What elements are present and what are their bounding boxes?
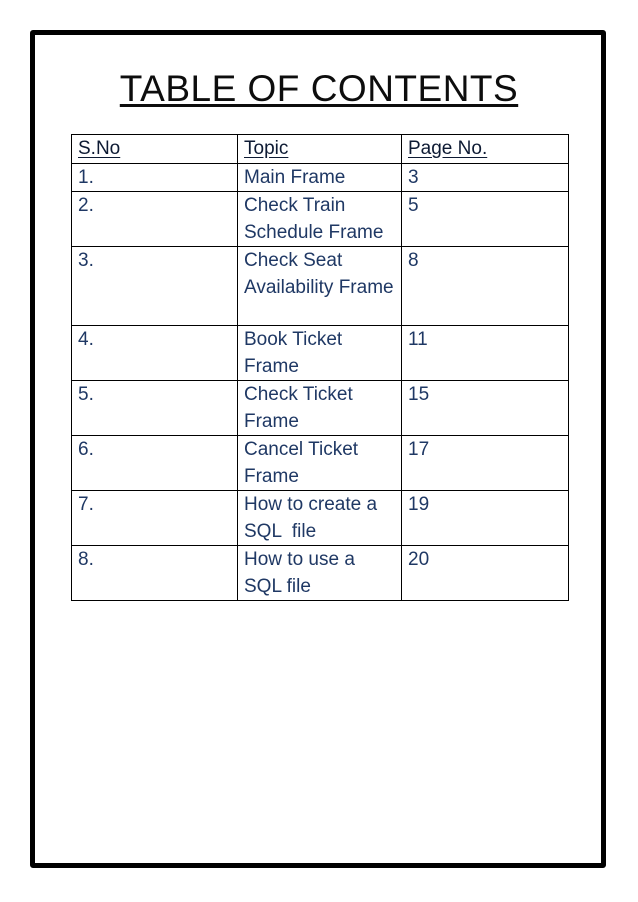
row-sno: 6.: [72, 436, 238, 491]
row-page: 5: [402, 192, 569, 247]
row-page: 17: [402, 436, 569, 491]
row-sno: 3.: [72, 247, 238, 326]
table-row: [72, 247, 569, 326]
contents-table: [71, 134, 569, 601]
row-sno: 8.: [72, 546, 238, 601]
row-sno: 2.: [72, 192, 238, 247]
table-row: [72, 326, 569, 381]
table-row: [72, 436, 569, 491]
row-page: 11: [402, 326, 569, 381]
table-row: [72, 491, 569, 546]
table-row: [72, 192, 569, 247]
row-topic: How to create a SQL file: [238, 491, 402, 546]
table-row: [72, 163, 569, 192]
row-page: 15: [402, 381, 569, 436]
row-page: 20: [402, 546, 569, 601]
header-page: Page No.: [402, 135, 569, 164]
row-topic: How to use a SQL file: [238, 546, 402, 601]
row-topic: Check Seat Availability Frame: [238, 247, 402, 326]
row-page: 19: [402, 491, 569, 546]
row-topic: Check Ticket Frame: [238, 381, 402, 436]
row-page: 3: [402, 163, 569, 192]
row-sno: 4.: [72, 326, 238, 381]
table-header-row: [72, 135, 569, 164]
page-title: TABLE OF CONTENTS: [119, 68, 519, 109]
row-sno: 1.: [72, 163, 238, 192]
row-sno: 7.: [72, 491, 238, 546]
row-topic: Main Frame: [238, 163, 402, 192]
row-topic: Cancel Ticket Frame: [238, 436, 402, 491]
row-sno: 5.: [72, 381, 238, 436]
table-row: [72, 546, 569, 601]
row-topic: Book Ticket Frame: [238, 326, 402, 381]
row-topic: Check Train Schedule Frame: [238, 192, 402, 247]
header-sno: S.No: [72, 135, 238, 164]
header-topic: Topic: [238, 135, 402, 164]
table-row: [72, 381, 569, 436]
row-page: 8: [402, 247, 569, 326]
